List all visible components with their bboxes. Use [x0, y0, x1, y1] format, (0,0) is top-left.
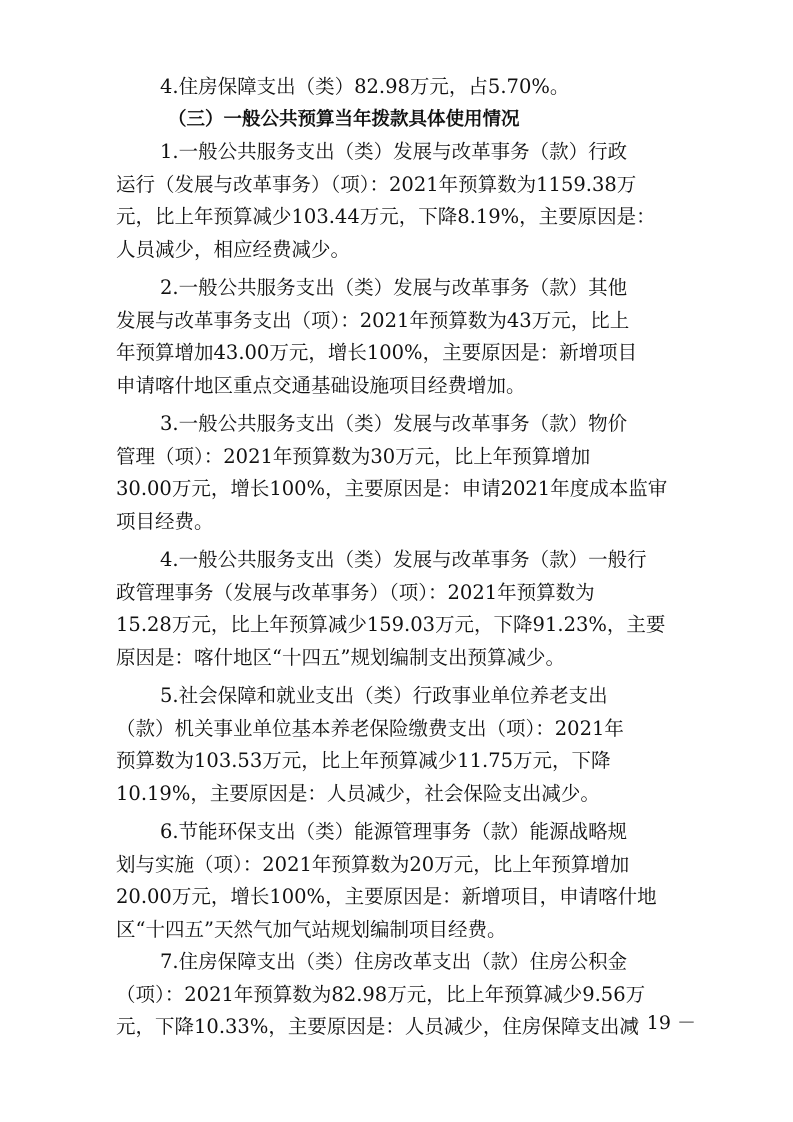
text-line: 6.节能环保支出（类）能源管理事务（款）能源战略规: [160, 820, 628, 843]
text-line: 运行（发展与改革事务）（项）：2021年预算数为1159.38万: [116, 172, 637, 196]
section-heading: （三）一般公共预算当年拨款具体使用情况: [168, 108, 520, 130]
text-line: 元，下降10.33%，主要原因是：人员减少，住房保障支出减: [116, 1015, 639, 1038]
paragraph-housing-share: 4.住房保障支出（类）82.98万元，占5.70%。: [160, 75, 570, 98]
text-line: 30.00万元，增长100%，主要原因是：申请2021年度成本监审: [116, 477, 668, 500]
text-line: 区“十四五”天然气加气站规划编制项目经费。: [116, 917, 507, 941]
paragraph-item-5: [116, 680, 676, 810]
text-line: 10.19%，主要原因是：人员减少，社会保险支出减少。: [116, 781, 600, 805]
text-line: 管理（项）：2021年预算数为30万元，比上年预算增加: [116, 444, 591, 468]
paragraph-item-2: [116, 272, 676, 402]
text-line: 2.一般公共服务支出（类）发展与改革事务（款）其他: [160, 276, 628, 299]
text-line: （款）机关事业单位基本养老保险缴费支出（项）：2021年: [116, 716, 624, 740]
text-line: 4.一般公共服务支出（类）发展与改革事务（款）一般行: [160, 548, 647, 571]
text-line: 20.00万元，增长100%，主要原因是：新增项目，申请喀什地: [116, 885, 657, 908]
text-line: 原因是：喀什地区“十四五”规划编制支出预算减少。: [116, 645, 565, 669]
text-line: 发展与改革事务支出（项）：2021年预算数为43万元，比上: [116, 308, 630, 332]
text-line: 政管理事务（发展与改革事务）（项）：2021年预算数为: [116, 580, 595, 604]
document-body: [116, 71, 676, 1044]
text-line: 3.一般公共服务支出（类）发展与改革事务（款）物价: [160, 412, 628, 435]
text-line: 项目经费。: [116, 509, 214, 533]
text-line: 7.住房保障支出（类）住房改革支出（款）住房公积金: [160, 950, 628, 973]
paragraph-item-6: [116, 816, 676, 946]
paragraph-item-1: [116, 136, 676, 266]
text-line: 划与实施（项）：2021年预算数为20万元，比上年预算增加: [116, 852, 630, 876]
text-line: 1.一般公共服务支出（类）发展与改革事务（款）行政: [160, 140, 628, 163]
page-number: － 19 －: [621, 1012, 696, 1034]
paragraph-item-7: [116, 946, 676, 1044]
text-line: 5.社会保障和就业支出（类）行政事业单位养老支出: [160, 684, 608, 707]
paragraph-item-4: [116, 544, 676, 674]
text-line: 元，比上年预算减少103.44万元，下降8.19%，主要原因是：: [116, 205, 656, 228]
text-line: （项）：2021年预算数为82.98万元，比上年预算减少9.56万: [116, 982, 646, 1006]
text-line: 15.28万元，比上年预算减少159.03万元，下降91.23%，主要: [116, 613, 666, 636]
paragraph-item-3: [116, 408, 676, 538]
text-line: 申请喀什地区重点交通基础设施项目经费增加。: [116, 373, 526, 397]
text-line: 人员减少，相应经费减少。: [116, 237, 351, 261]
text-line: 年预算增加43.00万元，增长100%，主要原因是：新增项目: [116, 341, 638, 364]
text-line: 预算数为103.53万元，比上年预算减少11.75万元，下降: [116, 749, 611, 772]
